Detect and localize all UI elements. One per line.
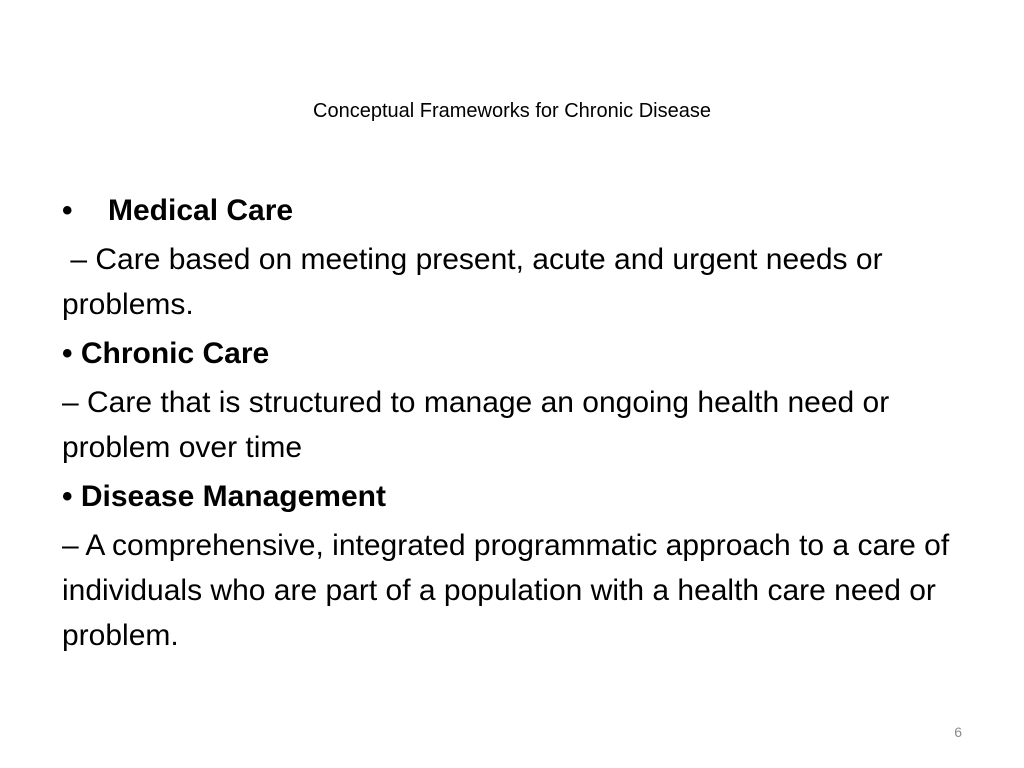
slide-content xyxy=(62,188,972,662)
slide-title: Conceptual Frameworks for Chronic Disease xyxy=(313,100,711,122)
heading-disease-management: Disease Management xyxy=(80,480,386,513)
bullet-icon: • xyxy=(62,337,81,370)
bullet-icon: • xyxy=(62,480,81,513)
description-medical-care: – Care based on meeting present, acute and urgent needs or problems. xyxy=(62,243,891,321)
list-item-heading xyxy=(62,188,972,233)
page-number: 6 xyxy=(954,724,962,740)
bullet-icon: • xyxy=(62,194,73,227)
description-chronic-care: – Care that is structured to manage an ongoing health need or problem over time xyxy=(62,386,890,464)
heading-medical-care: Medical Care xyxy=(108,194,294,227)
description-disease-management: – A comprehensive, integrated programmatic approach to a care of individuals who are part of a population with a health care need or problem. xyxy=(62,529,950,652)
heading-chronic-care: Chronic Care xyxy=(80,337,270,370)
list-item-heading xyxy=(62,331,972,376)
list-item-heading xyxy=(62,474,972,519)
